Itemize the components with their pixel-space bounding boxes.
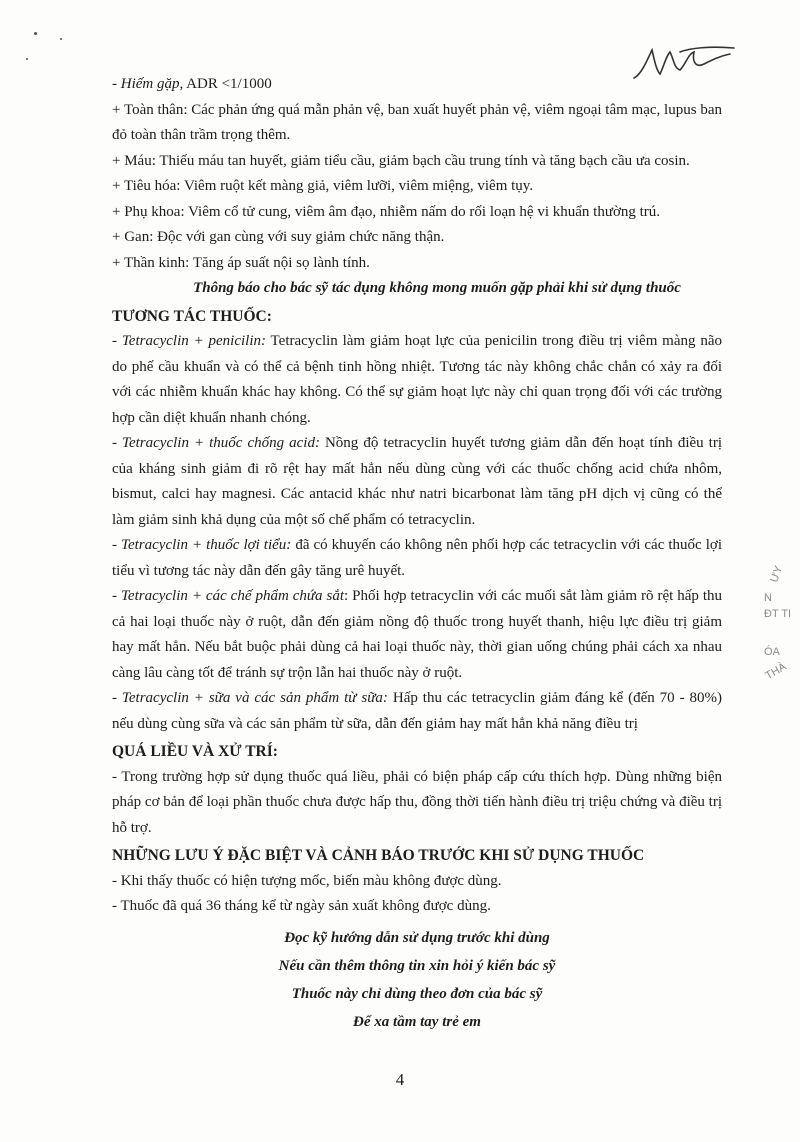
stamp-fragment: ĐT TI: [764, 608, 792, 620]
stamp-fragment: THÀ: [763, 660, 789, 683]
interaction-text: Nồng độ tetracyclin huyết tương giảm dẫn đến hoạt tính điều trị của kháng sinh giảm đi rõ rệt hay mất hẳn nếu dùng cùng với các thuốc chống acid chứa nhôm, bismut, calci hay magnesi. Các antacid khác như natri bicarbonat làm tăng pH dịch vị cũng có thể làm giảm sinh khả dụng của một số chế phẩm có tetracyclin.: [112, 435, 722, 528]
interaction-label: - Tetracyclin + thuốc lợi tiểu:: [112, 537, 292, 553]
interaction-text: : Phối hợp tetracyclin với các muối sắt làm giảm rõ rệt hấp thu cả hai loại thuốc này ở ruột, dẫn đến giảm nồng độ thuốc trong huyết thanh, hiệu lực điều trị giảm hay mất hẳn. Nếu bắt buộc phải dùng cả hai loại thuốc này, thời gian uống chúng phải cách xa nhau càng lâu càng tốt để tránh sự trộn lẫn hai thuốc này ở ruột.: [112, 588, 722, 681]
adverse-effect-notice: Thông báo cho bác sỹ tác dụng không mong muốn gặp phải khi sử dụng thuốc: [193, 280, 681, 296]
interaction-iron: [112, 584, 722, 686]
interaction-text: đã có khuyến cáo không nên phối hợp các tetracyclin với các thuốc lợi tiểu vì tương tác này dẫn đến gây tăng urê huyết.: [112, 537, 722, 579]
document-body: [112, 72, 722, 1036]
advisory-line: Đọc kỹ hướng dẫn sử dụng trước khi dùng: [284, 929, 550, 946]
warning-expiry: - Thuốc đã quá 36 tháng kể từ ngày sản xuất không được dùng.: [112, 898, 491, 914]
rare-effects-line: [112, 72, 722, 98]
effect-gynecological: + Phụ khoa: Viêm cổ tử cung, viêm âm đạo, nhiễm nấm do rối loạn hệ vi khuẩn thường trú.: [112, 203, 661, 220]
overdose-text: - Trong trường hợp sử dụng thuốc quá liều, phải có biện pháp cấp cứu thích hợp. Dùng những biện pháp cơ bản để loại phần thuốc chưa được hấp thu, đồng thời tiến hành điều trị triệu chứng và điều trị hỗ trợ.: [112, 768, 722, 836]
effect-neurological: + Thần kinh: Tăng áp suất nội sọ lành tính.: [112, 254, 370, 271]
effect-systemic: + Toàn thân: Các phản ứng quá mẫn phản vệ, ban xuất huyết phản vệ, viêm ngoại tâm mạc, lupus ban đỏ toàn thân trầm trọng thêm.: [112, 101, 722, 143]
overdose-heading: QUÁ LIỀU VÀ XỬ TRÍ:: [112, 743, 278, 760]
interaction-label: - Tetracyclin + các chế phẩm chứa sắt: [112, 588, 345, 604]
advisory-line: Nếu cần thêm thông tin xin hỏi ý kiến bác sỹ: [278, 957, 556, 974]
rare-rate: , ADR <1/1000: [179, 76, 272, 92]
warnings-heading: NHỮNG LƯU Ý ĐẶC BIỆT VÀ CẢNH BÁO TRƯỚC KHI SỬ DỤNG THUỐC: [112, 847, 645, 864]
interaction-penicillin: [112, 329, 722, 431]
closing-advisory: [112, 924, 722, 1036]
interaction-label: - Tetracyclin + sữa và các sản phẩm từ sữa:: [112, 690, 388, 706]
advisory-line: Để xa tầm tay trẻ em: [353, 1013, 481, 1030]
interaction-diuretic: [112, 533, 722, 584]
scan-speck: [60, 38, 62, 40]
stamp-fragment: ƯY: [768, 564, 786, 585]
scan-speck: [26, 58, 28, 60]
interaction-text: Hấp thu các tetracyclin giảm đáng kể (đến 70 - 80%) nếu dùng cùng sữa và các sản phẩm từ sữa, dẫn đến giảm hay mất hẳn khả năng điều trị: [112, 690, 723, 732]
effect-liver: + Gan: Độc với gan cùng với suy giảm chức năng thận.: [112, 229, 445, 245]
scan-speck: [34, 32, 37, 35]
bullet: -: [112, 76, 121, 92]
interaction-antacid: [112, 431, 722, 533]
warning-mold: - Khi thấy thuốc có hiện tượng mốc, biến màu không được dùng.: [112, 872, 502, 889]
stamp-fragment: N: [764, 592, 772, 604]
interaction-text: Tetracyclin làm giảm hoạt lực của penicilin trong điều trị viêm màng não do phế cầu khuẩn và có thể cả bệnh tinh hồng nhiệt. Tương tác này không chắc chắn có xảy ra đối với các nhiễm khuẩn khác hay không. Có thể sự giảm hoạt lực này chỉ quan trọng đối với các trường hợp cần diệt khuẩn nhanh chóng.: [112, 333, 722, 426]
advisory-line: Thuốc này chỉ dùng theo đơn của bác sỹ: [291, 985, 543, 1002]
effect-blood: + Máu: Thiếu máu tan huyết, giảm tiểu cầu, giảm bạch cầu trung tính và tăng bạch cầu ưa cosin.: [112, 152, 690, 169]
partial-stamp: [764, 560, 800, 690]
effect-digestive: + Tiêu hóa: Viêm ruột kết màng giả, viêm lưỡi, viêm miệng, viêm tụy.: [112, 178, 534, 194]
page-number: 4: [395, 1070, 405, 1089]
interaction-label: - Tetracyclin + thuốc chống acid:: [112, 435, 320, 451]
rare-label: Hiếm gặp: [120, 76, 180, 92]
interactions-heading: TƯƠNG TÁC THUỐC:: [112, 307, 272, 325]
interaction-milk: [112, 686, 722, 737]
interaction-label: - Tetracyclin + penicilin:: [112, 333, 266, 349]
stamp-fragment: ÓA: [764, 646, 780, 658]
